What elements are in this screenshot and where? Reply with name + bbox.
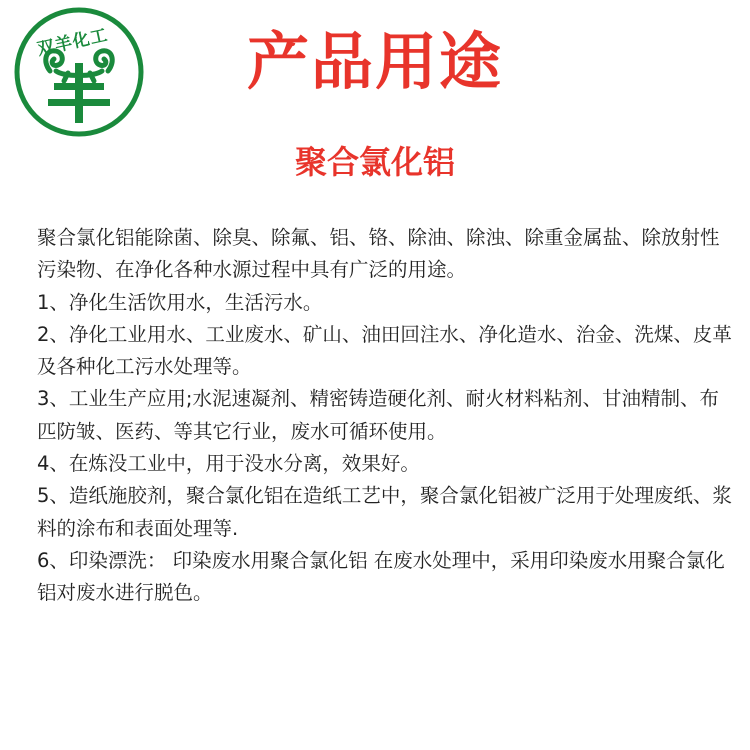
page-title: 产品用途	[246, 25, 503, 98]
usage-item-5: 5、造纸施胶剂，聚合氯化铝在造纸工艺中，聚合氯化铝被广泛用于处理废纸、浆料的涂布和表面处理等.	[37, 484, 732, 540]
usage-item-2: 2、净化工业用水、工业废水、矿山、油田回注水、净化造水、治金、洗煤、皮革及各种化工污水处理等。	[37, 322, 732, 379]
usage-item-1: 1、净化生活饮用水，生活污水。	[37, 290, 323, 314]
usage-item-3: 3、工业生产应用;水泥速凝剂、精密铸造硬化剂、耐火材料粘剂、甘油精制、布匹防皱、医药、等其它行业，废水可循环使用。	[37, 387, 719, 443]
usage-item-6: 6、印染漂洗： 印染废水用聚合氯化铝 在废水处理中，采用印染废水用聚合氯化铝对废水进行脱色。	[37, 548, 725, 605]
product-name: 聚合氯化铝	[294, 143, 455, 181]
usage-description	[37, 222, 737, 610]
logo-brand-text: 双羊化工	[35, 25, 111, 60]
intro-paragraph: 聚合氯化铝能除菌、除臭、除氟、铝、铬、除油、除浊、除重金属盐、除放射性污染物、在净化各种水源过程中具有广泛的用途。	[37, 226, 720, 282]
usage-item-4: 4、在炼没工业中，用于没水分离，效果好。	[37, 452, 420, 476]
